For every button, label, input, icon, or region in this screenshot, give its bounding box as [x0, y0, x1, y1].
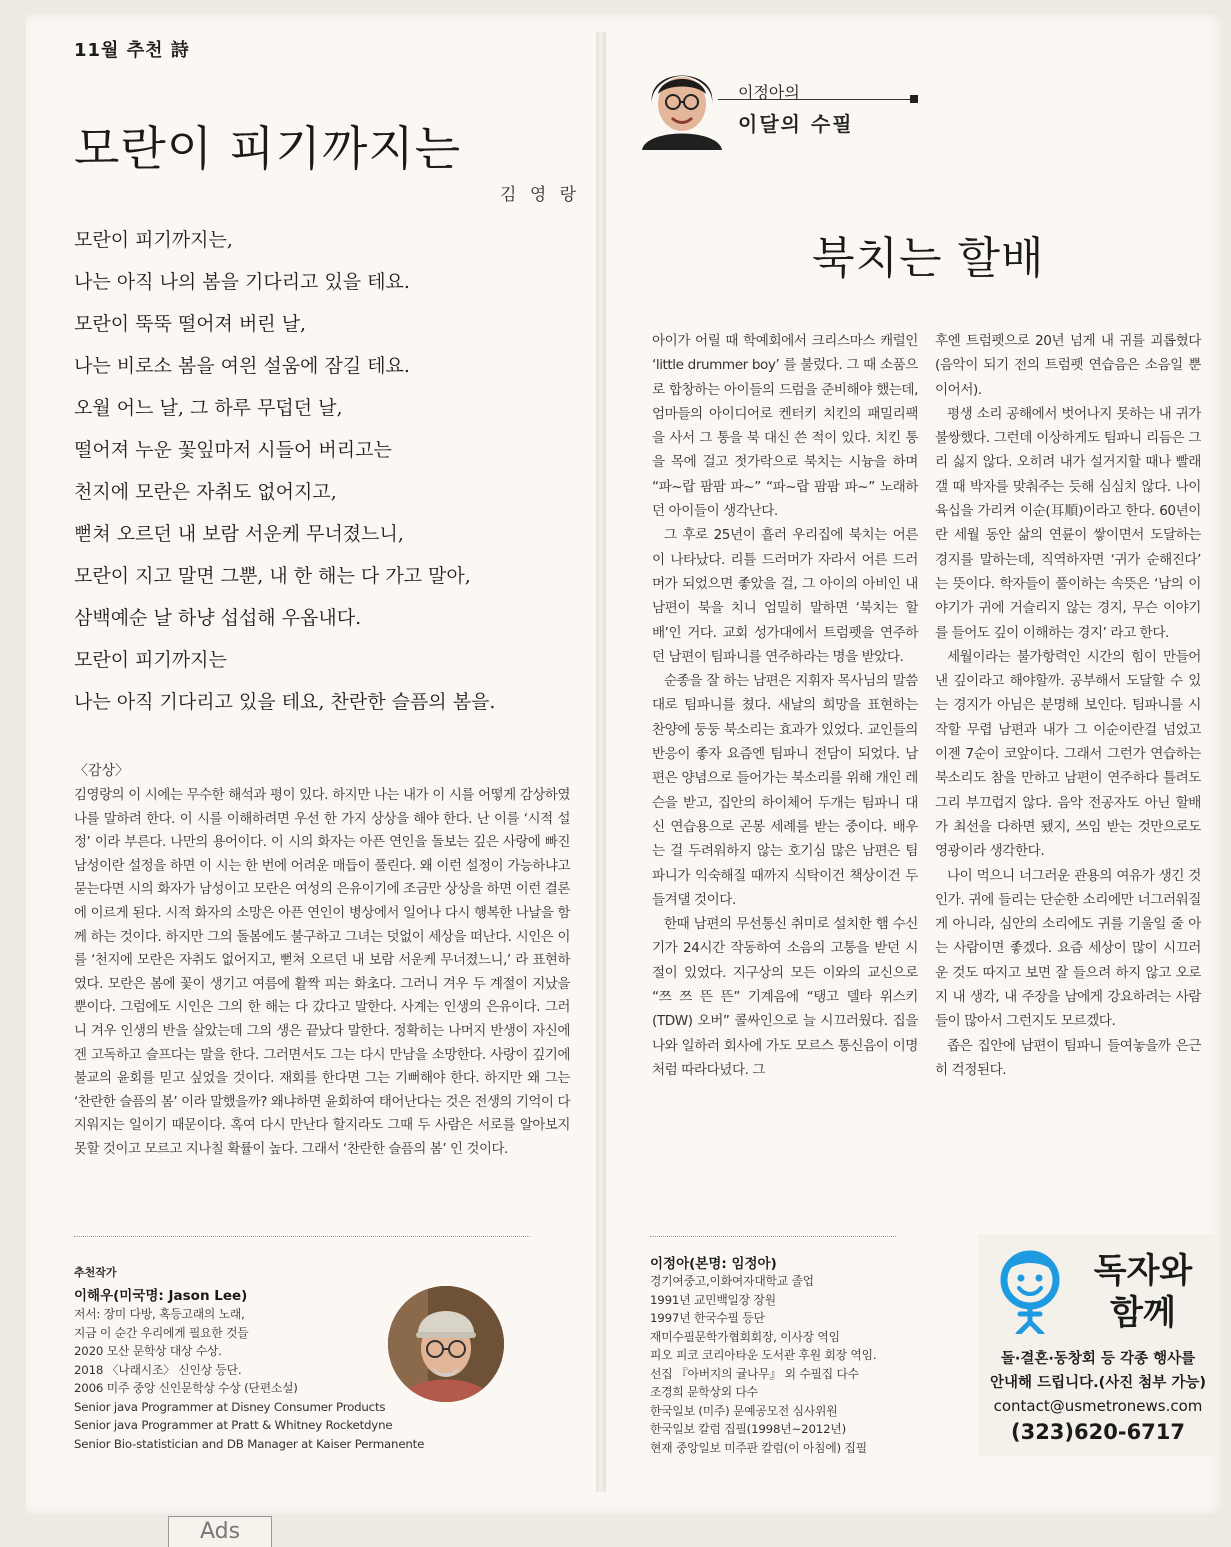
bio-line: 재미수필문학가협회회장, 이사장 역임 — [650, 1329, 840, 1344]
bio-line: 1991년 교민백일장 장원 — [650, 1292, 776, 1307]
poem-title: 모란이 피기까지는 — [74, 122, 462, 177]
poem-line: 천지에 모란은 자취도 없어지고, — [74, 481, 337, 503]
reader-title-2: 함께 — [1110, 1293, 1176, 1333]
essay-paragraph: 아이가 어릴 때 학예회에서 크리스마스 캐럴인 ‘little drummer boy’ 를 불렀다. 그 때 소품으로 합창하는 아이들의 드럼을 준비해야 했는데, 엄마들의 아이디어로 켄터키 치킨의 패밀리팩을 사서 그 통을 북 대신 쓴 적이 있다. 치킨 통을 목에 걸고 젓가락으로 북치는 시늉을 하며 “파~랍 팜팜 파~” “파~랍 팜팜 파~” 노래하던 아이들이 생각난다. — [652, 333, 918, 520]
column-rule — [718, 99, 912, 100]
poem-line: 모란이 뚝뚝 떨어져 버린 날, — [74, 313, 307, 335]
bio-line: 피오 피코 코리아타운 도서관 후원 회장 역임. — [650, 1348, 877, 1362]
bio-line: 2020 모산 문학상 대상 수상. — [74, 1344, 222, 1358]
poem-author: 김 영 랑 — [500, 185, 581, 205]
bio-line: 1997년 한국수필 등단 — [650, 1311, 765, 1325]
commentary-heading: 〈감상〉 — [74, 763, 130, 779]
recommender-label: 추천작가 — [74, 1266, 117, 1279]
essay-paragraph: 평생 소리 공해에서 벗어나지 못하는 내 귀가 불쌍했다. 그런데 이상하게도 팀파니 리듬은 그리 싫지 않다. 오히려 내가 설거지할 때나 빨래 갤 때 박자를 맞춰주는 듯해 심심치 않다. 나이 육십을 가리켜 이순(耳順)이라고 한다. 60년이란 세월 동안 삶의 연륜이 쌓이면서 도달하는 경지를 말하는데, 직역하자면 ‘귀가 순해진다’ 는 뜻이다. 학자들이 풀이하는 속뜻은 ‘남의 이야기가 귀에 거슬리지 않는 경지, 무슨 이야기를 들어도 깊이 이해하는 경지’ 라고 한다. — [935, 405, 1201, 641]
page-gutter — [596, 32, 606, 1492]
reader-body-2: 안내해 드립니다.(사진 첨부 가능) — [990, 1375, 1206, 1391]
bio-line: 한국일보 칼럼 집필(1998년~2012년) — [650, 1422, 846, 1436]
column-title: 이달의 수필 — [738, 112, 854, 136]
divider — [74, 1236, 530, 1237]
poem-line: 나는 아직 나의 봄을 기다리고 있을 테요. — [74, 271, 410, 293]
poem-line: 삼백예순 날 하냥 섭섭해 우옵내다. — [74, 607, 362, 629]
poem-line: 뻗쳐 오르던 내 보람 서운케 무너졌느니, — [74, 523, 404, 545]
bio-line: Senior java Programmer at Disney Consumer Products — [74, 1399, 386, 1414]
bio-line: Senior java Programmer at Pratt & Whitney Rocketdyne — [74, 1418, 393, 1432]
recommender-photo-icon — [388, 1286, 504, 1402]
poem-line: 나는 아직 기다리고 있을 테요, 찬란한 슬픔의 봄을. — [74, 691, 496, 713]
essay-column-1 — [652, 329, 918, 1082]
bio-line: 지금 이 순간 우리에게 필요한 것들 — [74, 1325, 249, 1340]
poem-line: 떨어져 누운 꽃잎마저 시들어 버리고는 — [74, 439, 392, 461]
essay-title: 북치는 할배 — [812, 233, 1045, 284]
bio-line: 2006 미주 중앙 신인문학상 수상 (단편소설) — [74, 1381, 298, 1395]
columnist-portrait — [636, 58, 728, 150]
poem-body — [74, 225, 574, 729]
bio-line: 2018 〈나래시조〉 신인상 등단. — [74, 1362, 242, 1377]
essay-paragraph: 세월이라는 불가항력인 시간의 힘이 만들어낸 깊이라고 해야할까. 공부해서 도달할 수 있는 경지가 아님은 분명해 보인다. 팀파니를 시작할 무렵 남편과 내가 그 이순이란걸 넘었고 이젠 7순이 코앞이다. 그래서 그런가 연습하는 북소리도 참을 만하고 남편이 연주하다 틀려도 그리 부끄럽지 않다. 음악 전공자도 아닌 할배가 최선을 다하면 됐지, 쓰임 받는 것만으로도 영광이라 생각한다. — [935, 648, 1201, 860]
section-kicker: 11월 추천 詩 — [74, 40, 190, 61]
essay-paragraph: 그 후로 25년이 흘러 우리집에 북치는 어른이 나타났다. 리틀 드러머가 자라서 어른 드러머가 되었으면 좋았을 걸, 그 아이의 아비인 내 남편이 북을 치니 엄밀히 말하면 ‘북치는 할배’인 거다. 교회 성가대에서 트럼펫을 연주하던 남편이 팀파니를 연주하라는 명을 받았다. — [652, 527, 918, 665]
column-author-label: 이정아의 — [738, 83, 800, 102]
ads-tab[interactable]: Ads — [168, 1516, 272, 1547]
essay-paragraph: 후엔 트럼펫으로 20년 넘게 내 귀를 괴롭혔다(음악이 되기 전의 트럼펫 연습음은 소음일 뿐이어서). — [935, 333, 1201, 398]
bio-line: 선집 『아버지의 귤나무』 외 수필집 다수 — [650, 1366, 859, 1381]
columnist-portrait-icon — [636, 58, 728, 150]
bio-line: 저서: 장미 다방, 혹등고래의 노래, — [74, 1307, 245, 1321]
bio-line: 한국일보 (미주) 문예공모전 심사위원 — [650, 1403, 838, 1418]
poem-line: 오월 어느 날, 그 하루 무덥던 날, — [74, 397, 343, 419]
essay-column-2 — [935, 329, 1201, 1082]
commentary-text: 김영랑의 이 시에는 무수한 해석과 평이 있다. 하지만 나는 내가 이 시를 어떻게 감상하였나를 말하려 한다. 이 시를 이해하려면 우선 한 가지 상상을 해야 한다. 난 이를 ‘시적 설정’ 이라 부른다. 나만의 용어이다. 이 시의 화자는 아픈 연인을 돌보는 깊은 사랑에 빠진 남성이란 설정을 하면 이 시는 한 번에 어려운 매듭이 풀린다. 왜 이런 설정이 가능하냐고 묻는다면 시의 화자가 남성이고 모란은 여성의 은유이기에 조금만 상상을 하면 이런 결론에 이르게 된다. 시적 화자의 소망은 아픈 연인이 병상에서 일어나 다시 행복한 나날을 함께 하는 것이다. 하지만 그의 돌봄에도 불구하고 그녀는 덧없이 세상을 떠난다. 시인은 이를 ‘천지에 모란은 자취도 없어지고, 뻗쳐 오르던 내 보람 서운케 무너졌느니,’ 라 표현하였다. 모란은 봄에 꽃이 생기고 여름에 활짝 피는 화초다. 그러니 겨우 두 계절이 지났을 뿐이다. 그럼에도 시인은 그의 한 해는 다 갔다고 말한다. 사계는 인생의 은유이다. 그러니 겨우 인생의 반을 살았는데 그의 생은 끝났다 말한다. 정확히는 나머지 반생이 자신에겐 고독하고 슬프다는 말을 한다. 그러면서도 그는 다시 만남을 소망한다. 사랑이 깊기에 불교의 윤회를 믿고 싶었을 것이다. 재회를 한다면 그는 기뻐해야 한다. 하지만 왜 그는 ‘찬란한 슬픔의 봄’ 이라 말했을까? 왜냐하면 윤회하여 태어난다는 것은 전생의 기억이 다 지워지는 일이기 때문이다. 혹여 다시 만난다 할지라도 그때 두 사람은 서로를 알아보지 못할 것이고 모르고 지나칠 확률이 높다. 그래서 ‘찬란한 슬픔의 봄’ 인 것이다. — [74, 788, 570, 1157]
reader-title-1: 독자와 — [1093, 1251, 1193, 1291]
poem-line: 나는 비로소 봄을 여읜 설움에 잠길 테요. — [74, 355, 410, 377]
poem-line: 모란이 피기까지는, — [74, 229, 233, 251]
reader-body-1: 돌·결혼·동창회 등 각종 행사를 — [1000, 1351, 1196, 1367]
smiley-face-icon — [990, 1242, 1070, 1334]
reader-email[interactable]: contact@usmetronews.com — [993, 1397, 1203, 1415]
divider — [650, 1236, 896, 1237]
columnist-bio — [650, 1272, 876, 1457]
recommender-photo — [388, 1286, 504, 1402]
columnist-name: 이정아(본명: 임정아) — [650, 1256, 777, 1272]
bio-line: 경기여중고,이화여자대학교 졸업 — [650, 1274, 814, 1288]
bio-line: Senior Bio-statistician and DB Manager at Kaiser Permanente — [74, 1436, 425, 1451]
recommender-bio — [74, 1305, 424, 1453]
column-rule-end — [910, 95, 918, 103]
essay-paragraph: 좁은 집안에 남편이 팀파니 들여놓을까 은근히 걱정된다. — [935, 1037, 1201, 1078]
essay-paragraph: 나이 먹으니 너그러운 관용의 여유가 생긴 것인가. 귀에 들리는 단순한 소리에만 너그러워질 게 아니라, 심안의 소리에도 귀를 기울일 줄 아는 사람이면 좋겠다. 요즘 세상이 많이 시끄러운 것도 따지고 보면 잘 들으려 하지 않고 오로지 내 생각, 내 주장을 남에게 강요하려는 사람들이 많아서 그런지도 모르겠다. — [935, 867, 1201, 1030]
poem-line: 모란이 피기까지는 — [74, 649, 227, 671]
reader-notice-box — [978, 1234, 1218, 1456]
recommender-name: 이해우(미국명: Jason Lee) — [74, 1288, 248, 1304]
poem-line: 모란이 지고 말면 그뿐, 내 한 해는 다 가고 말아, — [74, 565, 471, 587]
essay-paragraph: 순종을 잘 하는 남편은 지휘자 목사님의 말씀대로 팀파니를 쳤다. 새날의 희망을 표현하는 찬양에 둥둥 북소리는 효과가 있었다. 교인들의 반응이 좋자 요즘엔 팀파니 전담이 되었다. 남편은 양념으로 들어가는 북소리를 위해 개인 레슨을 받고, 집안의 하이체어 두개는 팀파니 대신 연습용으로 곤봉 세례를 받는 중이다. 배우는 걸 두려워하지 않는 호기심 많은 남편은 팀파니가 익숙해질 때까지 식탁이건 책상이건 두들겨댈 것이다. — [652, 673, 918, 908]
essay-paragraph: 한때 남편의 무선통신 취미로 설치한 햄 수신기가 24시간 작동하여 소음의 고통을 받던 시절이 있었다. 지구상의 모든 이와의 교신으로 “쯔 쯔 뜬 뜬” 기계음에 “탱고 델타 위스키(TDW) 오버” 콜싸인으로 늘 시끄러웠다. 집을 나와 일하러 회사에 가도 모르스 통신음이 이명처럼 따라다녔다. 그 — [652, 916, 918, 1078]
reader-phone[interactable]: (323)620-6717 — [1010, 1420, 1186, 1444]
bio-line: 조경희 문학상외 다수 — [650, 1385, 758, 1399]
bio-line: 현재 중앙일보 미주판 칼럼(이 아침에) 집필 — [650, 1440, 867, 1455]
